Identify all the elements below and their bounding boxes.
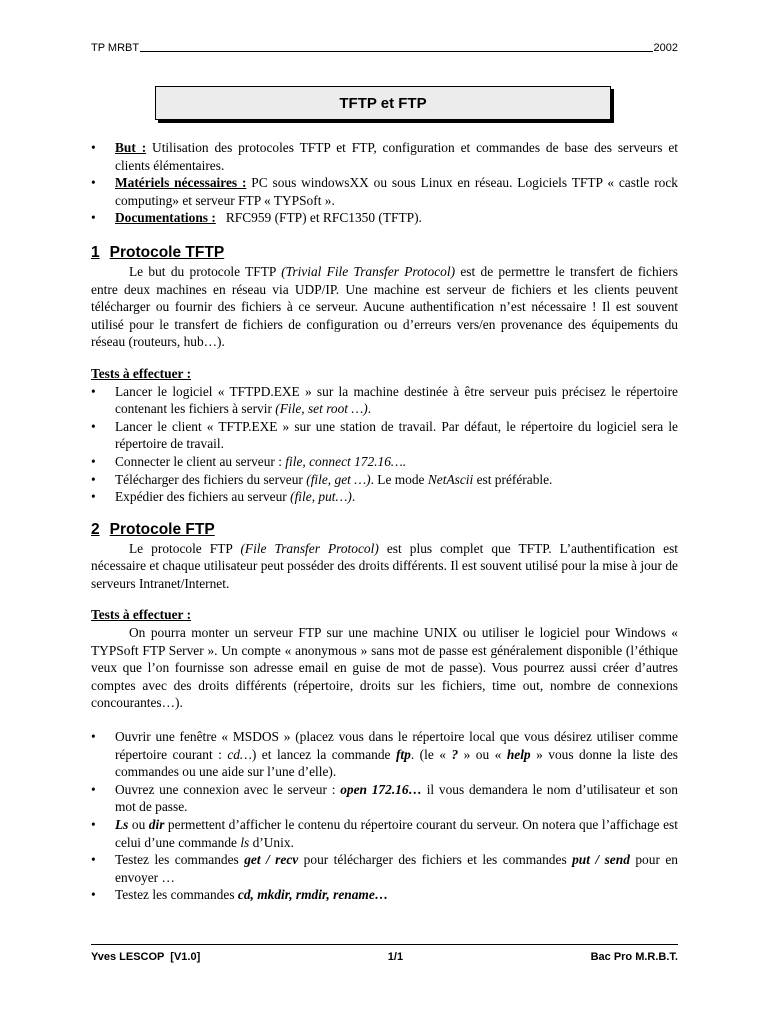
text: d’Unix. bbox=[249, 834, 294, 850]
command: ? bbox=[451, 746, 459, 762]
list-item bbox=[91, 174, 678, 209]
intro-label: Matériels nécessaires : bbox=[115, 175, 247, 191]
page-title: TFTP et FTP bbox=[339, 94, 427, 112]
list-item bbox=[91, 816, 678, 851]
text: est de permettre le transfert de fichiers entre deux machines en réseau via UDP/IP. Une machine est serveur de fichiers et les clients peuvent télécharger ou fournir des fichiers à ce serveur. Aucune authentification n’est nécessaire ! Il est souvent utilisé pour le transfert de fichiers de configuration ou d’erreurs vers/en provenance des équipements du réseau (routeurs, hub…). bbox=[91, 263, 678, 350]
tests-heading-2 bbox=[91, 606, 678, 624]
list-item bbox=[91, 781, 678, 816]
text-italic: (File Transfer Protocol) bbox=[240, 540, 379, 556]
header-right: 2002 bbox=[653, 42, 678, 54]
text: . bbox=[351, 489, 356, 505]
section-number: 2 bbox=[91, 520, 100, 538]
footer-page-number: 1/1 bbox=[387, 951, 404, 963]
text: Ouvrir une fenêtre « MSDOS » (placez vous dans le répertoire local que vous désirez utiliser comme répertoire courant : bbox=[115, 729, 678, 762]
text: Télécharger des fichiers du serveur bbox=[115, 471, 307, 487]
text-italic: (Trivial File Transfer Protocol) bbox=[281, 263, 456, 279]
text-italic: file, connect 172.16…. bbox=[285, 453, 407, 469]
command: Ls bbox=[115, 817, 129, 832]
list-item bbox=[91, 488, 678, 506]
text: Lancer le logiciel « TFTPD.EXE » sur la machine destinée à être serveur puis précisez le répertoire contenant les fichiers à servir bbox=[115, 383, 678, 417]
list-item bbox=[91, 209, 678, 227]
text: Expédier des fichiers au serveur bbox=[115, 489, 291, 505]
section-title: Protocole FTP bbox=[109, 520, 215, 538]
text: » ou « bbox=[458, 746, 507, 762]
text: Testez les commandes bbox=[115, 852, 245, 868]
text: est plus complet que TFTP. L’authentification est nécessaire et chaque utilisateur peut posséder des droits différents. Il est souvent utilisé pour la mise à jour de serveurs Intranet/Internet. bbox=[91, 540, 679, 591]
intro-text: PC sous windowsXX ou sous Linux en réseau. Logiciels TFTP « castle rock computing» et serveur FTP « TYPSoft ». bbox=[115, 175, 678, 208]
document-body bbox=[91, 139, 678, 904]
header-rule bbox=[140, 51, 652, 52]
header-left: TP MRBT bbox=[91, 42, 140, 54]
title-box bbox=[155, 86, 611, 120]
tftp-tests-list bbox=[91, 383, 678, 506]
list-item bbox=[91, 418, 678, 453]
tests-label: Tests à effectuer : bbox=[91, 607, 192, 623]
text: Lancer le client « TFTP.EXE » sur une station de travail. Par défaut, le répertoire du logiciel sera le répertoire de travail. bbox=[115, 418, 678, 452]
footer-author: Yves LESCOP [V1.0] bbox=[91, 951, 201, 963]
text-italic: cd… bbox=[227, 746, 252, 762]
text-italic: (file, get …) bbox=[306, 471, 371, 487]
command: dir bbox=[148, 817, 165, 832]
text-italic: (file, put…) bbox=[290, 489, 352, 505]
text: . bbox=[367, 401, 372, 417]
text: ) et lancez la commande bbox=[251, 746, 396, 762]
text: Testez les commandes bbox=[115, 887, 238, 903]
text: . Le mode bbox=[370, 471, 428, 487]
text: » vous donne la liste des commandes ou une aide sur l’une d’elle). bbox=[115, 746, 678, 780]
command: cd, mkdir, rmdir, rename… bbox=[237, 887, 389, 903]
text: . (le « bbox=[410, 746, 452, 762]
section-number: 1 bbox=[91, 243, 100, 261]
intro-text: Utilisation des protocoles TFTP et FTP, configuration et commandes de base des serveurs et clients élémentaires. bbox=[115, 140, 678, 173]
intro-text: RFC959 (FTP) et RFC1350 (TFTP). bbox=[215, 210, 422, 226]
intro-label: Documentations : bbox=[115, 210, 216, 226]
text: pour télécharger des fichiers et les commandes bbox=[298, 852, 573, 868]
section-2-paragraph bbox=[91, 540, 678, 593]
list-item bbox=[91, 139, 678, 174]
command: ftp bbox=[395, 746, 411, 762]
text: ou bbox=[128, 817, 149, 832]
ftp-tests-list bbox=[91, 728, 678, 904]
page-footer bbox=[91, 944, 678, 963]
list-item bbox=[91, 471, 678, 489]
text: Ouvrez une connexion avec le serveur : bbox=[115, 781, 341, 797]
list-item bbox=[91, 453, 678, 471]
text: Le protocole FTP bbox=[129, 540, 241, 556]
list-item bbox=[91, 851, 678, 886]
section-2-paragraph-2: On pourra monter un serveur FTP sur une machine UNIX ou utiliser le logiciel pour Windows « TYPSoft FTP Server ». Un compte « anonymous » sans mot de passe est généralement disponible (l’éthique veux que l’on fournisse son adresse email en guise de mot de passe). Vous pourrez aussi créer d’autres comptes avec des droits différents (répertoire, droits sur les fichiers, time out, nombre de connexions concourantes…). bbox=[91, 625, 678, 711]
text: Connecter le client au serveur : bbox=[115, 453, 286, 469]
tests-heading-1 bbox=[91, 365, 678, 383]
section-2-heading bbox=[91, 520, 678, 540]
text-italic: ls bbox=[240, 834, 250, 850]
command: help bbox=[506, 746, 531, 762]
page-header bbox=[91, 42, 678, 54]
text: Le but du protocole TFTP bbox=[129, 263, 282, 279]
text: pour en envoyer … bbox=[115, 852, 678, 885]
command: put / send bbox=[572, 852, 630, 868]
text-italic: (File, set root …) bbox=[275, 401, 368, 417]
section-title: Protocole TFTP bbox=[109, 243, 225, 261]
footer-course: Bac Pro M.R.B.T. bbox=[590, 951, 678, 963]
section-1-paragraph bbox=[91, 263, 678, 351]
list-item bbox=[91, 886, 678, 904]
tests-label: Tests à effectuer : bbox=[91, 365, 192, 381]
command: get / recv bbox=[244, 852, 299, 868]
intro-list bbox=[91, 139, 678, 227]
list-item bbox=[91, 383, 678, 418]
section-1-heading bbox=[91, 243, 678, 263]
text: est préférable. bbox=[473, 471, 553, 487]
list-item bbox=[91, 728, 678, 781]
command: open 172.16… bbox=[340, 781, 422, 797]
intro-label: But : bbox=[115, 140, 147, 155]
text: il vous demandera le nom d’utilisateur et son mot de passe. bbox=[115, 781, 678, 815]
text: permettent d’afficher le contenu du répertoire courant du serveur. On notera que l’affichage est celui d’une commande bbox=[115, 817, 678, 850]
text-italic: NetAscii bbox=[427, 471, 474, 487]
